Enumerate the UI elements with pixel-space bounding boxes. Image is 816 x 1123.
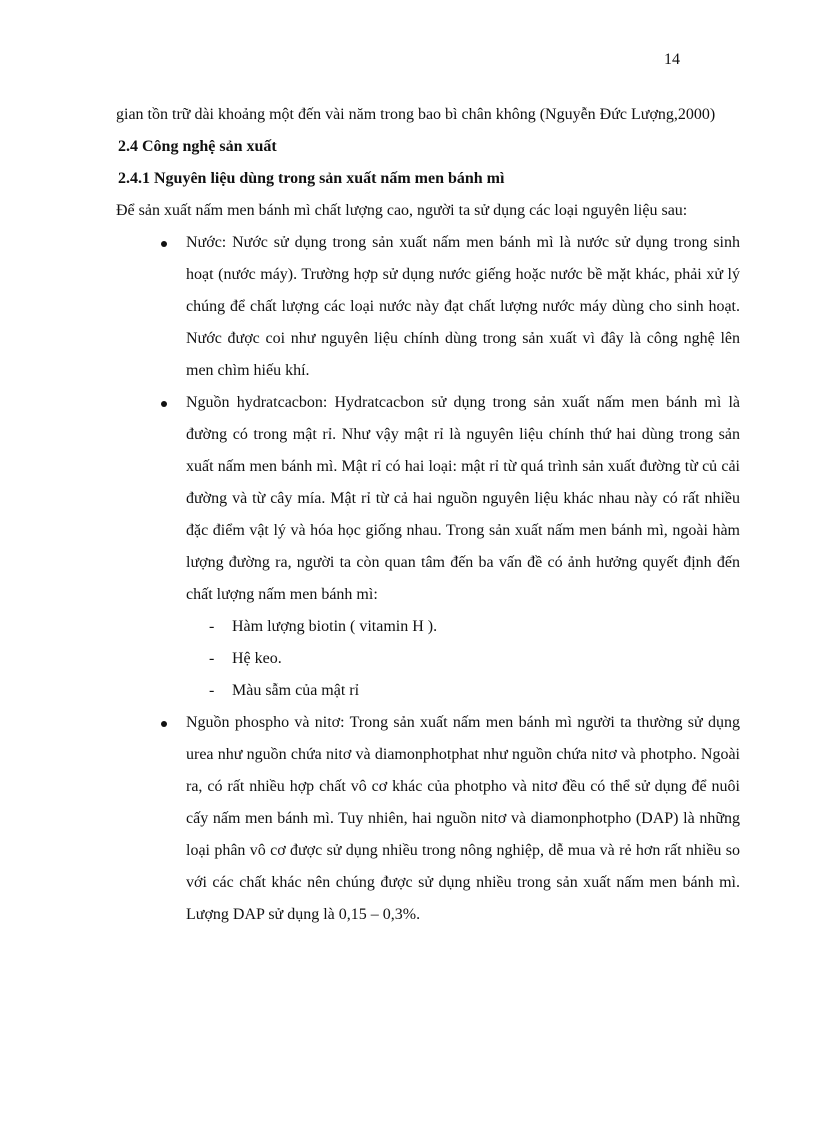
ingredient-list-continued [116, 707, 740, 931]
list-item-text: Nước: Nước sử dụng trong sản xuất nấm men bánh mì là nước sử dụng trong sinh hoạt (nước máy). Trường hợp sử dụng nước giếng hoặc nước bề mặt khác, phải xử lý chúng để chất lượng các loại nước này đạt chất lượng nước máy dùng cho sinh hoạt. Nước được coi như nguyên liệu chính dùng trong sản xuất vì đây là công nghệ lên men chìm hiếu khí. [186, 234, 740, 379]
ingredient-list [116, 227, 740, 611]
bullet-icon [161, 241, 167, 247]
bullet-icon [161, 721, 167, 727]
list-item-hydratcacbon [116, 387, 740, 611]
list-item-phospho-nito [116, 707, 740, 931]
dash-icon: - [209, 682, 215, 699]
subsection-heading: 2.4.1 Nguyên liệu dùng trong sản xuất nấm men bánh mì [118, 170, 505, 187]
molasses-issue-list [116, 611, 740, 707]
sub-list-item [116, 675, 740, 707]
sub-list-item-text: Hệ keo. [232, 650, 282, 667]
sub-list-item [116, 611, 740, 643]
lead-sentence: Để sản xuất nấm men bánh mì chất lượng cao, người ta sử dụng các loại nguyên liệu sau: [116, 202, 688, 219]
sub-list-item-text: Hàm lượng biotin ( vitamin H ). [232, 618, 438, 635]
sub-list-item-text: Màu sẫm của mật rỉ [232, 682, 360, 699]
page-content [116, 99, 740, 931]
intro-paragraph: gian tồn trữ dài khoảng một đến vài năm trong bao bì chân không (Nguyễn Đức Lượng,2000) [116, 106, 716, 123]
list-item-text: Nguồn hydratcacbon: Hydratcacbon sử dụng trong sản xuất nấm men bánh mì là đường có trong mật rỉ. Như vậy mật rỉ là nguyên liệu chính thứ hai dùng trong sản xuất nấm men bánh mì. Mật rỉ có hai loại: mật rỉ từ quá trình sản xuất đường từ củ cải đường và từ cây mía. Mật rỉ từ cả hai nguồn nguyên liệu khác nhau này có rất nhiều đặc điểm vật lý và hóa học giống nhau. Trong sản xuất nấm men bánh mì, ngoài hàm lượng đường ra, người ta còn quan tâm đến ba vấn đề có ảnh hưởng quyết định đến chất lượng nấm men bánh mì: [186, 394, 740, 603]
dash-icon: - [209, 650, 215, 667]
section-heading: 2.4 Công nghệ sản xuất [118, 138, 277, 155]
bullet-icon [161, 401, 167, 407]
sub-list-item [116, 643, 740, 675]
page-number: 14 [664, 51, 680, 68]
dash-icon: - [209, 618, 215, 635]
list-item-text: Nguồn phospho và nitơ: Trong sản xuất nấm men bánh mì người ta thường sử dụng urea như nguồn chứa nitơ và diamonphotphat như nguồn chứa nitơ và photpho. Ngoài ra, có rất nhiều hợp chất vô cơ khác của photpho và nitơ đều có thể sử dụng để nuôi cấy nấm men bánh mì. Tuy nhiên, hai nguồn nitơ và diamonphotpho (DAP) là những loại phân vô cơ được sử dụng nhiều trong nông nghiệp, dễ mua và rẻ hơn rất nhiều so với các chất khác nên chúng được sử dụng nhiều trong sản xuất nấm men bánh mì. Lượng DAP sử dụng là 0,15 – 0,3%. [186, 714, 740, 923]
list-item-water [116, 227, 740, 387]
